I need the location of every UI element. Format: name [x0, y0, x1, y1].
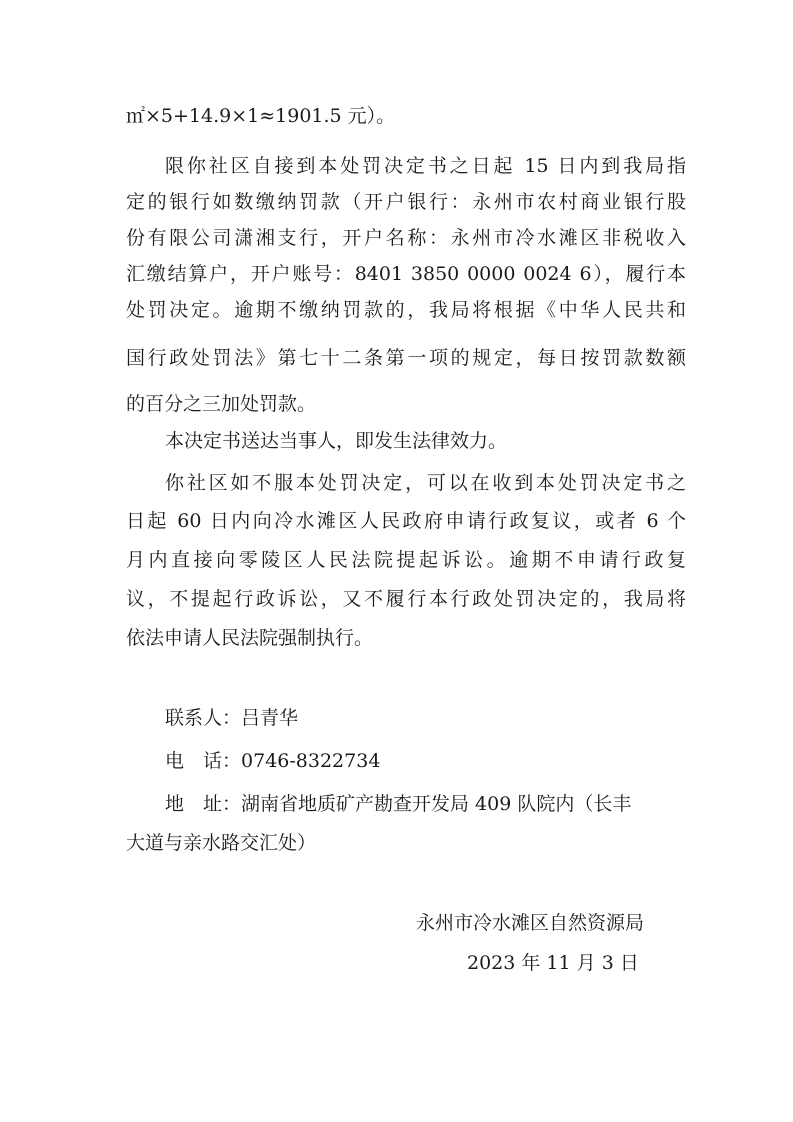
contact-address-row	[165, 792, 631, 816]
contact-phone-row	[165, 749, 380, 773]
contact-phone-value: 0746-8322734	[241, 750, 381, 772]
contact-phone-label: 电 话：	[165, 750, 242, 772]
paragraph-line: 你社区如不服本处罚决定，可以在收到本处罚决定书之	[165, 472, 686, 494]
paragraph-line: 定的银行如数缴纳罚款（开户银行：永州市农村商业银行股	[126, 191, 686, 213]
contact-address-label: 地 址：	[165, 793, 242, 815]
paragraph-line: 议，不提起行政诉讼，又不履行本行政处罚决定的，我局将	[126, 588, 686, 610]
contact-address-continuation: 大道与亲水路交汇处）	[126, 832, 317, 854]
paragraph-line: 国行政处罚法》第七十二条第一项的规定，每日按罚款数额	[126, 347, 686, 369]
contact-person-label: 联系人：	[165, 707, 242, 729]
paragraph-line: 汇缴结算户，开户账号：8401 3850 0000 0024 6），履行本	[126, 263, 686, 285]
paragraph-line: 处罚决定。逾期不缴纳罚款的，我局将根据《中华人民共和	[126, 299, 686, 321]
paragraph-line: 份有限公司潇湘支行，开户名称：永州市冷水滩区非税收入	[126, 227, 686, 249]
paragraph-line: 日起 60 日内向冷水滩区人民政府申请行政复议，或者 6 个	[126, 510, 686, 532]
issue-date: 2023 年 11 月 3 日	[467, 952, 639, 974]
paragraph-line: 月内直接向零陵区人民法院提起诉讼。逾期不申请行政复	[126, 549, 686, 571]
paragraph-line: 依法申请人民法院强制执行。	[126, 627, 374, 649]
paragraph-line: 的百分之三加处罚款。	[126, 393, 317, 415]
continuation-line: ㎡×5+14.9×1≈1901.5 元）。	[126, 105, 396, 127]
effect-paragraph: 本决定书送达当事人，即发生法律效力。	[165, 430, 508, 452]
contact-address-value: 湖南省地质矿产勘查开发局 409 队院内（长丰	[241, 793, 632, 815]
contact-person-row	[165, 706, 298, 730]
contact-person-value: 吕青华	[241, 707, 299, 729]
issuing-organization: 永州市冷水滩区自然资源局	[416, 912, 645, 934]
paragraph-line: 限你社区自接到本处罚决定书之日起 15 日内到我局指	[165, 155, 686, 177]
